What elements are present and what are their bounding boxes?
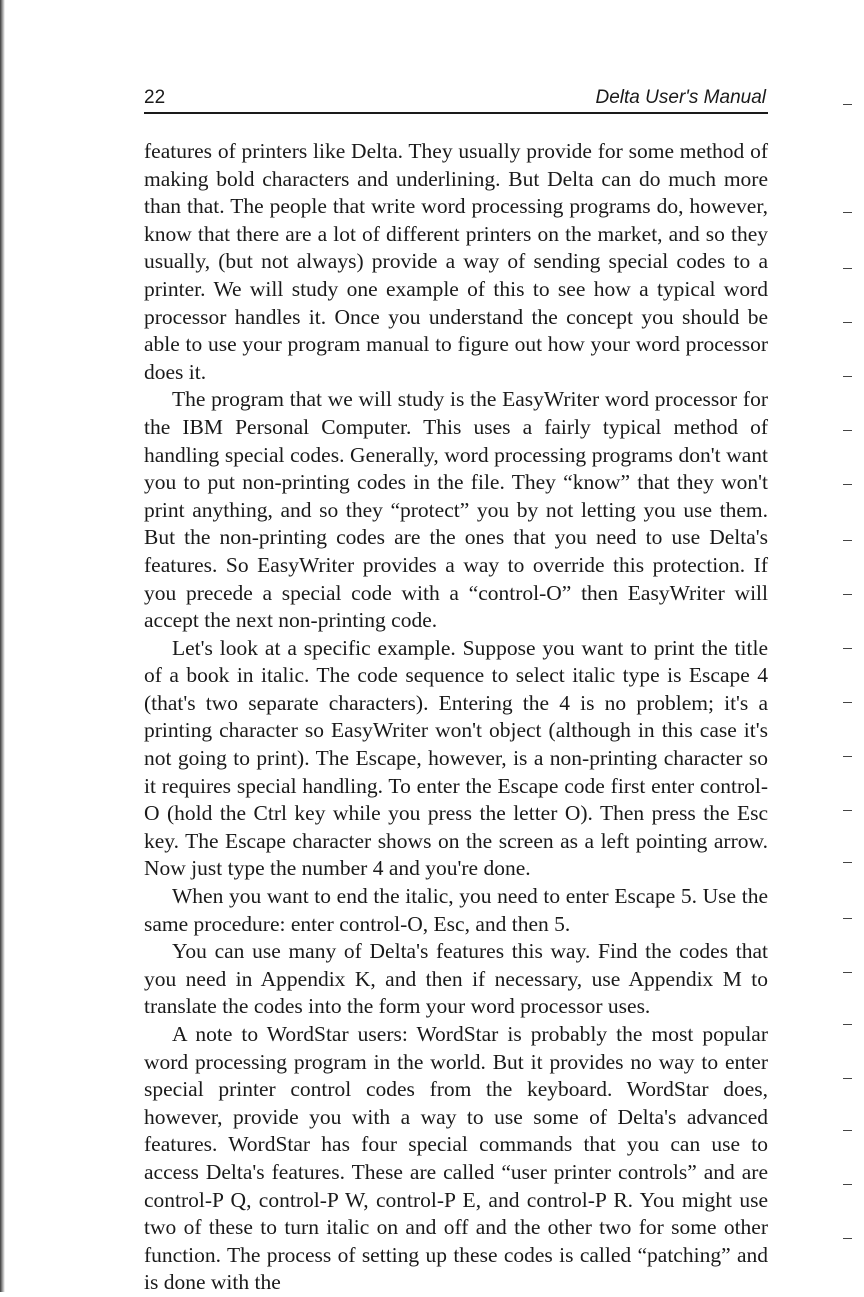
margin-tick: [843, 484, 852, 485]
paragraph: When you want to end the italic, you need to enter Escape 5. Use the same procedure: enter control-O, Esc, and then 5.: [144, 884, 768, 936]
paragraph: features of printers like Delta. They usually provide for some method of making bold characters and underlining. But Delta can do much more than that. The people that write word processing programs do, however, know that there are a lot of different printers on the market, and so they usually, (but not always) provide a way of sending special codes to a printer. We will study one example of this to see how a typical word processor handles it. Once you understand the concept you should be able to use your program manual to figure out how your word processor does it.: [144, 139, 768, 384]
margin-tick: [843, 862, 852, 863]
paragraph: You can use many of Delta's features this way. Find the codes that you need in Appendix K, and then if necessary, use Appendix M to translate the codes into the form your word processor uses.: [144, 939, 768, 1019]
margin-tick: [843, 212, 852, 213]
margin-tick: [843, 1078, 852, 1079]
scan-edge: [0, 0, 5, 1292]
margin-tick: [843, 430, 852, 431]
margin-tick: [843, 376, 852, 377]
margin-tick: [843, 104, 852, 105]
margin-tick: [843, 972, 852, 973]
margin-tick: [843, 322, 852, 323]
running-title: Delta User's Manual: [595, 87, 766, 108]
margin-tick: [843, 540, 852, 541]
margin-tick: [843, 1238, 852, 1239]
body-text: [144, 138, 768, 1297]
margin-tick: [843, 268, 852, 269]
margin-tick: [843, 756, 852, 757]
page-header: [144, 86, 768, 114]
margin-tick: [843, 594, 852, 595]
margin-tick: [843, 918, 852, 919]
margin-tick: [843, 702, 852, 703]
page-number: 22: [144, 87, 166, 108]
margin-tick: [843, 648, 852, 649]
paragraph: Let's look at a specific example. Suppose you want to print the title of a book in italic. The code sequence to select italic type is Escape 4 (that's two separate characters). Entering the 4 is no problem; it's a printing character so EasyWriter won't object (although in this case it's not going to print). The Escape, however, is a non-printing character so it requires special handling. To enter the Escape code first enter control-O (hold the Ctrl key while you press the letter O). Then press the Esc key. The Escape character shows on the screen as a left pointing arrow. Now just type the number 4 and you're done.: [144, 635, 768, 881]
margin-tick: [843, 1024, 852, 1025]
margin-tick: [843, 1130, 852, 1131]
margin-tick: [843, 810, 852, 811]
margin-tick: [843, 1184, 852, 1185]
paragraph: A note to WordStar users: WordStar is probably the most popular word processing program in the world. But it provides no way to enter special printer control codes from the keyboard. WordStar does, however, provide you with a way to use some of Delta's advanced features. WordStar has four special commands that you can use to access Delta's features. These are called “user printer controls” and are control-P Q, control-P W, control-P E, and control-P R. You might use two of these to turn italic on and off and the other two for some other function. The process of setting up these codes is called “patching” and is done with the: [144, 1022, 768, 1295]
paragraph: The program that we will study is the EasyWriter word processor for the IBM Personal Computer. This uses a fairly typical method of handling special codes. Generally, word processing programs don't want you to put non-printing codes in the file. They “know” that they won't print anything, and so they “protect” you by not letting you use them. But the non-printing codes are the ones that you need to use Delta's features. So EasyWriter provides a way to override this protection. If you precede a special code with a “control-O” then EasyWriter will accept the next non-printing code.: [144, 387, 768, 633]
